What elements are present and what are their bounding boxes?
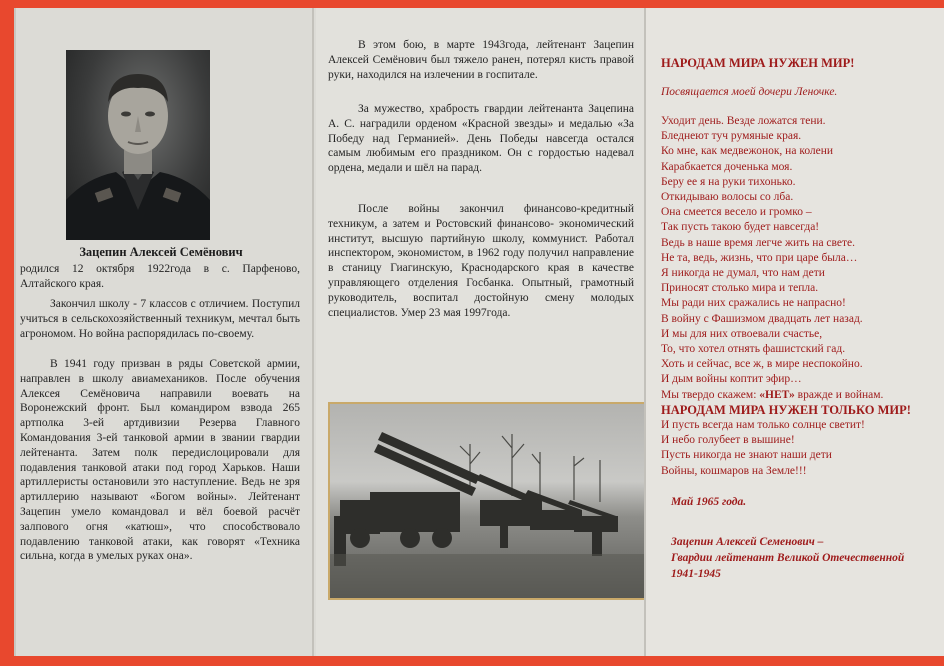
poem-slogan: НАРОДАМ МИРА НУЖЕН ТОЛЬКО МИР! [661, 402, 911, 417]
poem-tail-bold: «НЕТ» [759, 388, 795, 401]
postwar-paragraph [328, 202, 634, 320]
birth-line: родился 12 октября 1922года в с. Парфеново, Алтайского края. [20, 263, 300, 290]
portrait-photo [66, 50, 210, 240]
poem-line: Пусть никогда не знают наши дети [661, 449, 832, 462]
poem-line: Откидываю волосы со лба. [661, 191, 794, 204]
poem-date: Май 1965 года. [671, 496, 747, 508]
poem-tail-post: вражде и войнам. [794, 388, 884, 401]
school-paragraph [20, 297, 300, 341]
portrait-caption: Зацепин Алексей Семёнович [79, 245, 243, 259]
signature-years: 1941-1945 [671, 568, 721, 580]
wound-paragraph [328, 38, 634, 82]
poem-line: Карабкается доченька моя. [661, 160, 793, 173]
award-text: За мужество, храбрость гвардии лейтенанта Зацепина А. С. наградили орденом «Красной звезды» и медалью «За Победу над Германией». День Победы навсегда остался самым любимым его праздником. Он с гордостью надевал ордена, медали и шёл на парад. [328, 103, 634, 175]
poem-line: Беру ее я на руки тихонько. [661, 175, 796, 188]
poem-line: Мы ради них сражались не напрасно! [661, 297, 846, 310]
poem-tail-pre: Мы твердо скажем: [661, 388, 760, 401]
war-paragraph [20, 357, 300, 564]
panel-biography-left [16, 8, 306, 656]
poem-line: И пусть всегда нам только солнце светит! [661, 419, 865, 432]
signature-rank: Гвардии лейтенант Великой Отечественной [671, 552, 905, 564]
fold-line-1 [312, 8, 314, 656]
poem-line: Войны, кошмаров на Земле!!! [661, 464, 807, 477]
war-text: В 1941 году призван в ряды Советской армии, направлен в школу авиамехаников. После обучения Алексея Семёновича направили воевать на Воронежский фронт. Был командиром взвода 265 артполка 3-ей артдивизии Резерва Главного Командования 3-ей танковой армии в звании гвардии лейтенанта. Затем полк передислоцировали для подавления танковой атаки под город Харьков. Наши артиллеристы остановили это наступление. Ведь не зря артиллерию называют «Богом войны». Лейтенант Зацепин умело командовал и вёл боевой расчёт залпового огня «катюш», что способствовало подавлению танковой атаки, как говорят «Техника сильна, когда в умелых руках она». [20, 358, 300, 563]
poem-line: Ко мне, как медвежонок, на колени [661, 145, 834, 158]
katyusha-war-photo [328, 402, 646, 600]
poem-line: И небо голубеет в вышине! [661, 434, 795, 447]
poem-line: И мы для них отвоевали счастье, [661, 327, 823, 340]
wound-text: В этом бою, в марте 1943года, лейтенант Зацепин Алексей Семёнович был тяжело ранен, потерял кисть правой руки, находился на излечении в госпитале. [328, 39, 634, 81]
poem-line: И дым войны коптит эфир… [661, 373, 802, 386]
poem-body [661, 114, 944, 479]
poem-line: Так пусть такою будет навсегда! [661, 221, 820, 234]
poem-line: В войну с Фашизмом двадцать лет назад. [661, 312, 863, 325]
award-paragraph [328, 102, 634, 176]
birth-text [20, 262, 300, 292]
poem-line: Она смеется весело и громко – [661, 206, 812, 219]
poem-dedication: Посвящается моей дочери Леночке. [661, 86, 838, 98]
panel-poem [646, 8, 944, 656]
poem-signature [671, 534, 944, 582]
signature-name: Зацепин Алексей Семенович – [671, 536, 824, 548]
poem-line-no-war [661, 388, 944, 403]
poem-line: Уходит день. Везде ложатся тени. [661, 115, 826, 127]
school-text: Закончил школу - 7 классов с отличием. Поступил учиться в сельскохозяйственный техникум, мечтал быть агрономом. Но война распорядилась по-своему. [20, 298, 300, 340]
poem-title: НАРОДАМ МИРА НУЖЕН МИР! [661, 56, 855, 70]
postwar-text: После войны закончил финансово-кредитный техникум, а затем и Ростовский финансово- экономический институт, высшую партийную школу, коммунист. Работал инспектором, экономистом, в 1962 году получил направление в станицу Гиагинскую, Краснодарского края в качестве управляющего отделения Госбанка. Опытный, грамотный руководитель, воспитал достойную смену молодых специалистов. Умер 23 мая 1997года. [328, 203, 634, 319]
poem-line: Бледнеют туч румяные края. [661, 130, 802, 143]
panel-biography-middle [316, 8, 646, 656]
leaflet-sheet [14, 8, 944, 656]
poem-line: Не та, ведь, жизнь, что при царе была… [661, 251, 858, 264]
poem-line: Хоть и сейчас, все ж, в мире неспокойно. [661, 358, 863, 371]
poem-line: Ведь в наше время легче жить на свете. [661, 236, 855, 249]
poem-line: То, что хотел отнять фашистский гад. [661, 343, 846, 356]
poem-line: Я никогда не думал, что нам дети [661, 267, 825, 280]
poem-line: Приносят столько мира и тепла. [661, 282, 819, 295]
